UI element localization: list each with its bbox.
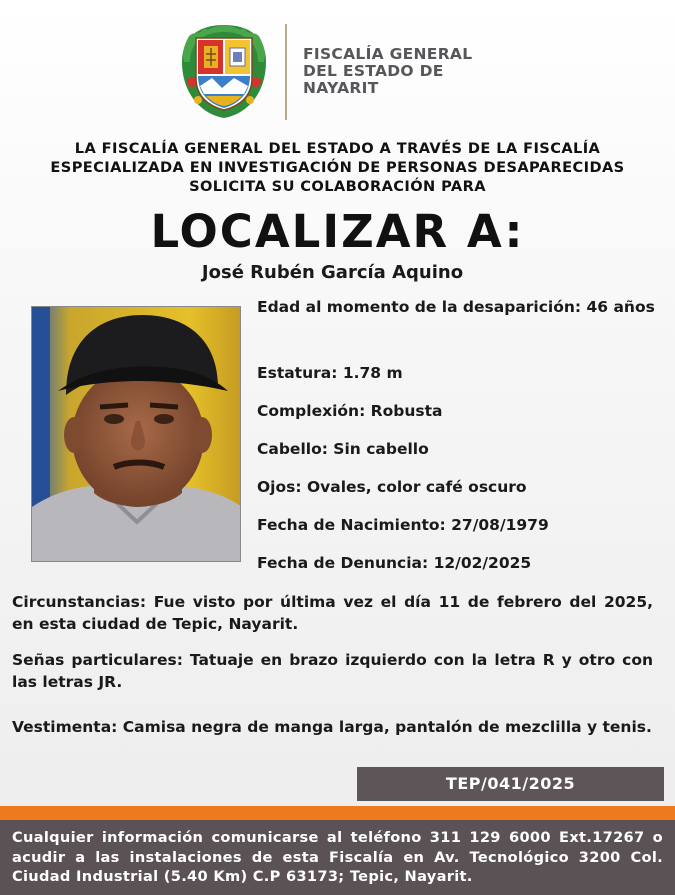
detail-hair: Cabello: Sin cabello bbox=[257, 440, 429, 458]
detail-height: Estatura: 1.78 m bbox=[257, 364, 403, 382]
header-divider bbox=[285, 24, 287, 120]
clothing-text: Vestimenta: Camisa negra de manga larga, pantalón de mezclilla y tenis. bbox=[12, 718, 652, 736]
detail-build: Complexión: Robusta bbox=[257, 402, 443, 420]
headline: LOCALIZAR A: bbox=[150, 205, 525, 258]
org-name-line3: NAYARIT bbox=[303, 79, 379, 97]
nayarit-state-seal-icon bbox=[178, 22, 270, 120]
detail-age: Edad al momento de la desaparición: 46 años bbox=[257, 298, 655, 316]
person-photo bbox=[31, 306, 241, 562]
org-name-line1: FISCALÍA GENERAL bbox=[303, 45, 473, 63]
intro-text bbox=[0, 139, 675, 196]
footer-contact-text: Cualquier información comunicarse al teléfono 311 129 6000 Ext.17267 o acudir a las instalaciones de esta Fiscalía en Av. Tecnológico 3200 Col. Ciudad Industrial (5.40 Km) C.P 63173; Tepic, Nayarit. bbox=[12, 829, 663, 885]
person-name: José Rubén García Aquino bbox=[201, 262, 464, 283]
detail-report-date: Fecha de Denuncia: 12/02/2025 bbox=[257, 554, 532, 572]
orange-divider-band bbox=[0, 806, 675, 820]
intro-line2: ESPECIALIZADA EN INVESTIGACIÓN DE PERSONAS DESAPARECIDAS bbox=[50, 159, 625, 176]
org-name-line2: DEL ESTADO DE bbox=[303, 62, 444, 80]
footer bbox=[0, 820, 675, 895]
detail-eyes: Ojos: Ovales, color café oscuro bbox=[257, 478, 527, 496]
intro-line3: SOLICITA SU COLABORACIÓN PARA bbox=[189, 178, 486, 195]
distinguishing-marks-text: Señas particulares: Tatuaje en brazo izquierdo con la letra R y otro con las letras JR. bbox=[12, 651, 653, 691]
header bbox=[0, 18, 675, 128]
org-name bbox=[303, 46, 472, 97]
detail-birth-date: Fecha de Nacimiento: 27/08/1979 bbox=[257, 516, 549, 534]
circumstances-text: Circunstancias: Fue visto por última vez el día 11 de febrero del 2025, en esta ciudad de Tepic, Nayarit. bbox=[12, 593, 653, 633]
case-folio-badge: TEP/041/2025 bbox=[357, 767, 664, 801]
intro-line1: LA FISCALÍA GENERAL DEL ESTADO A TRAVÉS DE LA FISCALÍA bbox=[74, 140, 601, 157]
